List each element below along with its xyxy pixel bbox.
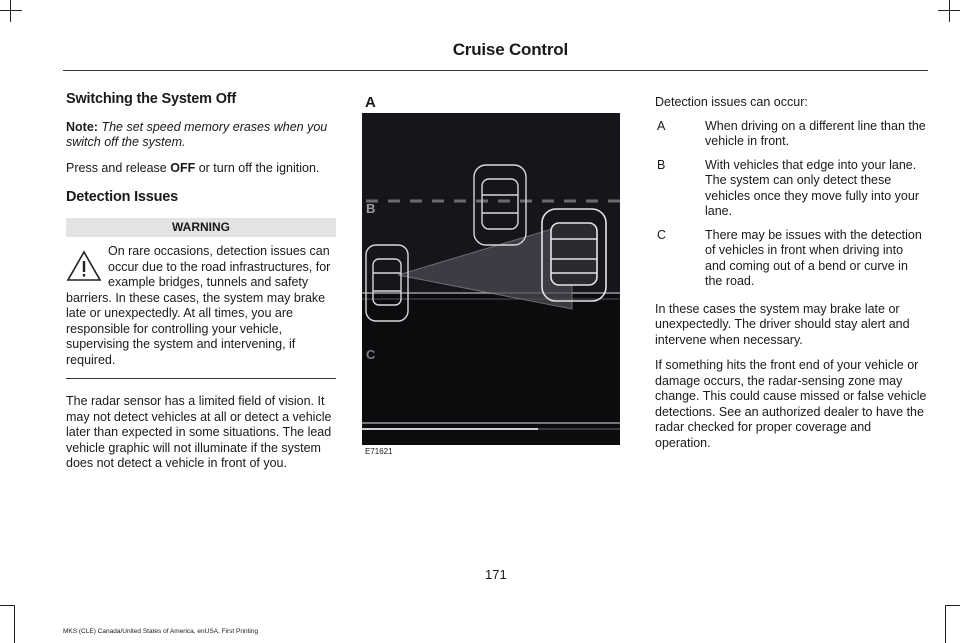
list-item [655, 158, 927, 220]
list-item [655, 119, 927, 150]
note-label: Note: [66, 119, 98, 134]
figure-label-b: B [366, 201, 376, 216]
crop-mark [945, 605, 946, 643]
page-title: Cruise Control [452, 40, 568, 59]
page-number: 171 [485, 567, 507, 582]
note-paragraph [66, 120, 336, 151]
section-heading-detection-issues: Detection Issues [66, 189, 179, 205]
detection-issues-illustration [362, 113, 620, 445]
note-text: The set speed memory erases when you switch off the system. [66, 119, 328, 149]
section-heading-switching-off: Switching the System Off [66, 91, 237, 107]
list-item-letter: A [657, 118, 666, 133]
left-column [66, 92, 336, 482]
warning-box [66, 244, 336, 379]
list-item-text: With vehicles that edge into your lane. The system can only detect these vehicles once they move fully into your lane. [705, 157, 919, 218]
illustration-graphic [362, 113, 620, 445]
off-button-name: OFF [170, 160, 196, 175]
warning-header: WARNING [66, 218, 336, 238]
brake-paragraph: In these cases the system may brake late or unexpectedly. The driver should stay alert and intervene when necessary. [655, 301, 910, 347]
press-text-end: or turn off the ignition. [195, 160, 320, 175]
radar-paragraph: The radar sensor has a limited field of vision. It may not detect vehicles at all or detect a vehicle later than expected in some situations. The lead vehicle graphic will not illuminate if the system does not detect a vehicle in front of you. [66, 394, 332, 470]
warning-text: On rare occasions, detection issues can occur due to the road infrastructures, for example bridges, tunnels and safety barriers. In these cases, the system may brake late or unexpectedly. At all times, you are responsible for controlling your vehicle, supervising the system and intervening, if required. [66, 244, 331, 367]
title-divider [63, 70, 928, 71]
crop-mark [949, 0, 950, 22]
crop-mark [946, 605, 960, 606]
damage-paragraph: If something hits the front end of your vehicle or damage occurs, the radar-sensing zone may change. This could cause missed or false vehicle detections. See an authorized dealer to have the radar checked for proper coverage and operation. [655, 358, 927, 450]
list-item-text: There may be issues with the detection of vehicles in front when driving into and coming out of a bend or curve in the road. [705, 227, 922, 288]
list-item [655, 228, 927, 290]
crop-mark [14, 605, 15, 643]
list-item-letter: C [657, 227, 667, 242]
footer-text: MKS (CLE) Canada/United States of America, enUSA, First Printing [63, 628, 259, 635]
issue-list [655, 119, 927, 290]
crop-mark [10, 0, 11, 22]
crop-mark [0, 10, 22, 11]
right-column [655, 95, 927, 461]
list-item-letter: B [657, 157, 666, 172]
figure-label-a: A [365, 94, 376, 111]
intro-text: Detection issues can occur: [655, 95, 808, 109]
figure-label-c: C [366, 347, 376, 362]
press-off-paragraph [66, 161, 336, 177]
figure-code: E71621 [365, 447, 393, 456]
warning-triangle-icon [66, 250, 102, 282]
crop-mark [0, 605, 14, 606]
list-item-text: When driving on a different line than the vehicle in front. [705, 118, 926, 148]
press-text-start: Press and release [66, 160, 171, 175]
